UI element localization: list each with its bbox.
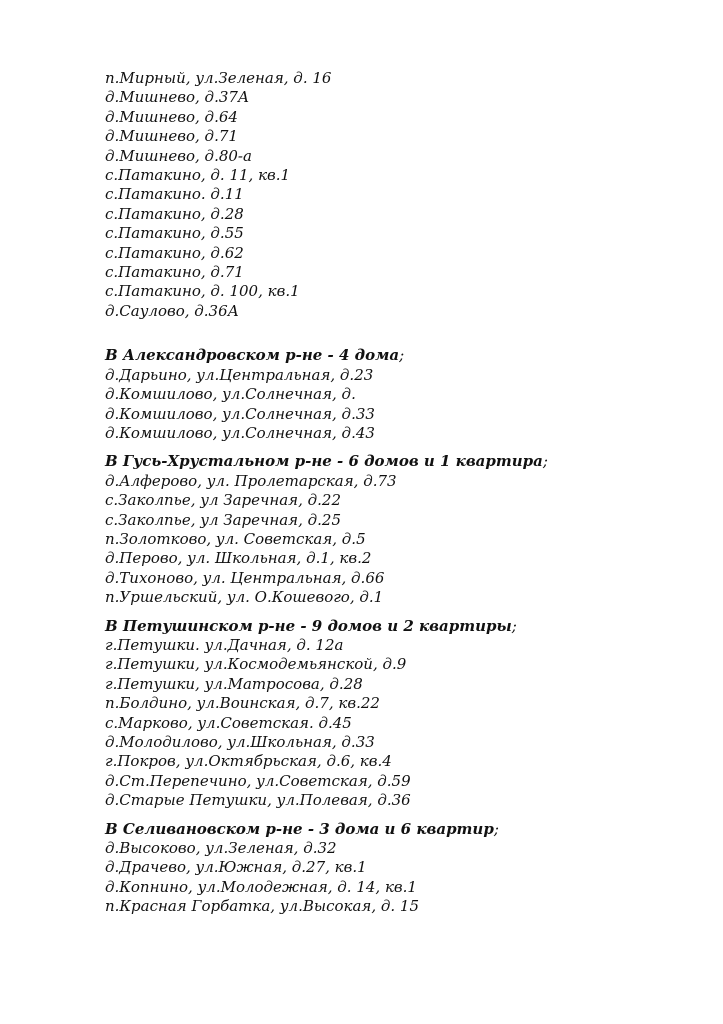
section-gus-khrustalny <box>105 452 705 607</box>
address-line: п.Мирный, ул.Зеленая, д. 16 <box>105 69 332 87</box>
address-line: д.Высоково, ул.Зеленая, д.32 <box>105 839 337 858</box>
address-line: д.Комшилово, ул.Солнечная, д. <box>105 385 356 404</box>
section-heading: В Александровском р-не - 4 дома; <box>105 346 405 365</box>
address-line: с.Патакино, д. 11, кв.1 <box>105 166 291 185</box>
section-heading: В Петушинском р-не - 9 домов и 2 квартиры; <box>105 616 517 635</box>
address-line: д.Старые Петушки, ул.Полевая, д.36 <box>105 791 411 810</box>
address-line: д.Мишнево, д.71 <box>105 127 238 146</box>
address-line: д.Драчево, ул.Южная, д.27, кв.1 <box>105 858 367 877</box>
address-line: с.Патакино, д.62 <box>105 243 244 262</box>
address-line: д.Комшилово, ул.Солнечная, д.43 <box>105 423 375 442</box>
address-line: с.Патакино, д.28 <box>105 204 244 223</box>
address-line: д.Копнино, ул.Молодежная, д. 14, кв.1 <box>105 877 417 896</box>
address-line: с.Марково, ул.Советская. д.45 <box>105 713 352 732</box>
address-line: г.Покров, ул.Октябрьская, д.6, кв.4 <box>105 752 392 771</box>
address-line: д.Дарьино, ул.Центральная, д.23 <box>105 365 374 384</box>
address-line: д.Алферово, ул. Пролетарская, д.73 <box>105 471 397 490</box>
address-line: с.Патакино, д.55 <box>105 224 244 243</box>
address-line: с.Заколпье, ул Заречная, д.25 <box>105 510 342 529</box>
section-petushinsky <box>105 617 705 811</box>
section-heading: В Селивановском р-не - 3 дома и 6 квартир; <box>105 819 499 838</box>
address-line: д.Перово, ул. Школьная, д.1, кв.2 <box>105 549 372 568</box>
address-line: п.Болдино, ул.Воинская, д.7, кв.22 <box>105 694 380 713</box>
address-line: п.Красная Горбатка, ул.Высокая, д. 15 <box>105 897 420 916</box>
address-line: д.Мишнево, д.64 <box>105 107 238 126</box>
address-line: д.Ст.Перепечино, ул.Советская, д.59 <box>105 771 411 790</box>
address-line: г.Петушки, ул.Космодемьянской, д.9 <box>105 655 407 674</box>
address-line: д.Комшилово, ул.Солнечная, д.33 <box>105 404 375 423</box>
address-line: с.Патакино, д.71 <box>105 263 244 282</box>
section-aleksandrovsky <box>105 346 705 443</box>
address-line: с.Патакино, д. 100, кв.1 <box>105 282 300 301</box>
address-line: г.Петушки. ул.Дачная, д. 12а <box>105 635 344 654</box>
address-line: п.Уршельский, ул. О.Кошевого, д.1 <box>105 588 384 607</box>
address-line: с.Патакино. д.11 <box>105 185 244 204</box>
section-selivanovsky <box>105 820 705 917</box>
address-line: д.Саулово, д.36А <box>105 301 239 320</box>
address-line: д.Мишнево, д.37А <box>105 88 250 107</box>
intro-address-list <box>105 69 705 321</box>
address-line: д.Молодилово, ул.Школьная, д.33 <box>105 733 375 751</box>
section-heading: В Гусь-Хрустальном р-не - 6 домов и 1 квартира; <box>105 452 548 471</box>
address-line: д.Мишнево, д.80-а <box>105 146 252 165</box>
address-line: д.Тихоново, ул. Центральная, д.66 <box>105 568 385 587</box>
address-line: г.Петушки, ул.Матросова, д.28 <box>105 674 363 693</box>
address-line: п.Золотково, ул. Советская, д.5 <box>105 529 366 548</box>
document-page <box>105 69 705 917</box>
address-line: с.Заколпье, ул Заречная, д.22 <box>105 491 342 510</box>
